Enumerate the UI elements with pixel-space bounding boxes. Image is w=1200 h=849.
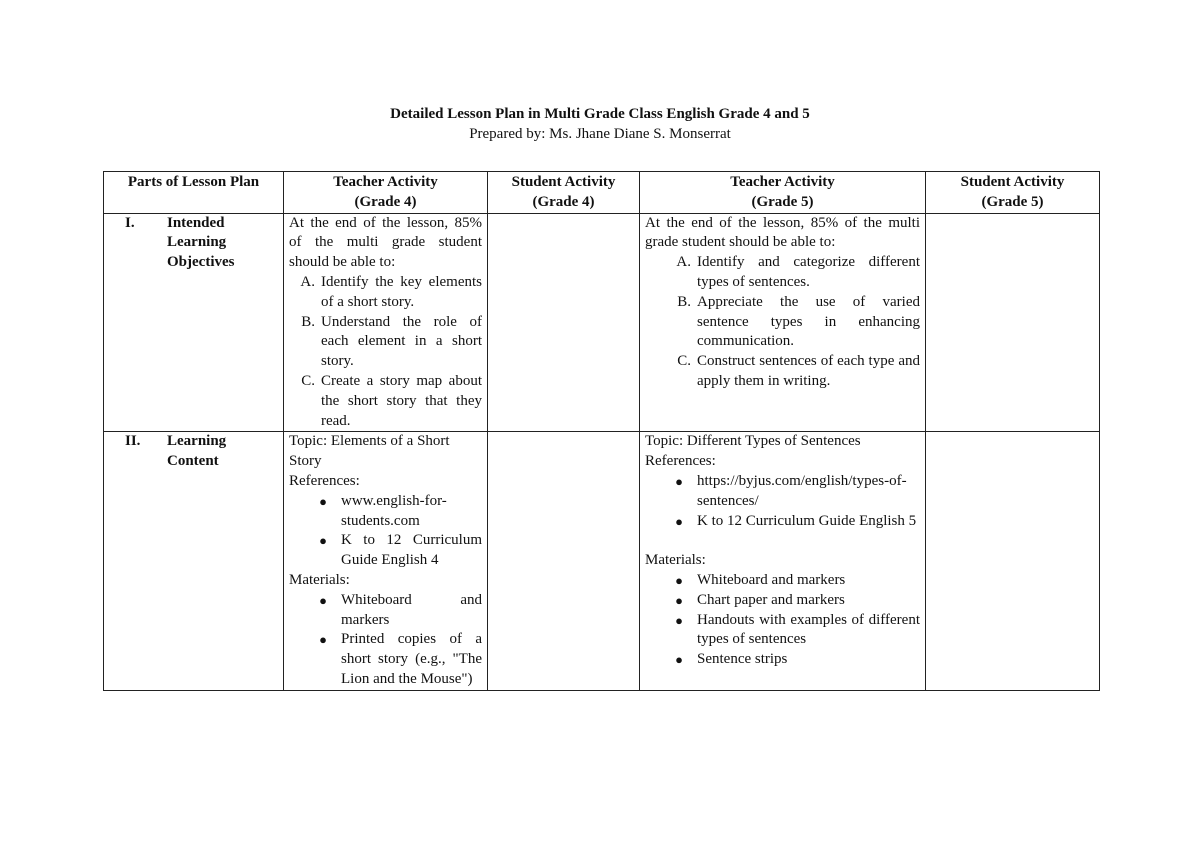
prepared-by: Prepared by: Ms. Jhane Diane S. Monserrat: [469, 126, 731, 142]
list-item: ● K to 12 Curriculum Guide English 5: [675, 512, 917, 529]
list-item: ● Printed copies of a short story (e.g., "The Lion and the Mouse"): [319, 631, 482, 687]
part-cell-objectives: [104, 213, 284, 432]
list-item: C. Construct sentences of each type and apply them in writing.: [677, 353, 920, 389]
header-student-grade5: Student Activity (Grade 5): [926, 172, 1100, 214]
list-item: ● www.english-for-students.com: [319, 492, 447, 529]
references-label: References:: [289, 472, 360, 489]
materials-label: Materials:: [645, 552, 706, 569]
lesson-plan-table: [103, 171, 1100, 691]
student-grade5-objectives: [926, 213, 1100, 432]
header-teacher-grade5: Teacher Activity (Grade 5): [640, 172, 926, 214]
materials-list: [289, 591, 482, 690]
header-teacher-grade4: Teacher Activity (Grade 4): [284, 172, 488, 214]
materials-label: Materials:: [289, 571, 350, 588]
header-student-grade4: Student Activity (Grade 4): [488, 172, 640, 214]
list-item: ● https://byjus.com/english/types-of-sentences/: [675, 472, 907, 509]
part-cell-content: [104, 432, 284, 690]
list-item: ● Sentence strips: [675, 651, 788, 668]
topic: Topic: Different Types of Sentences: [645, 433, 861, 450]
table-row: [104, 432, 1100, 690]
list-item: C. Create a story map about the short story that they read.: [301, 372, 482, 429]
document-title: Detailed Lesson Plan in Multi Grade Class English Grade 4 and 5: [390, 106, 810, 122]
list-item: A. Identify and categorize different types of sentences.: [676, 254, 920, 290]
objectives-intro: At the end of the lesson, 85% of the multi grade student should be able to:: [645, 214, 920, 251]
references-list: [289, 492, 482, 571]
list-item: ● Whiteboard and markers: [675, 571, 846, 588]
list-item: A. Identify the key elements of a short story.: [300, 273, 482, 310]
references-label: References:: [645, 453, 716, 470]
teacher-grade5-objectives: [640, 213, 926, 432]
header-parts: Parts of Lesson Plan: [104, 172, 284, 214]
topic: Topic: Elements of a Short Story: [289, 433, 450, 470]
list-item: ● K to 12 Curriculum Guide English 4: [319, 532, 482, 569]
student-grade4-objectives: [488, 213, 640, 432]
materials-list: [645, 571, 920, 670]
objectives-intro: At the end of the lesson, 85% of the multi grade student should be able to:: [289, 214, 482, 271]
teacher-grade4-content: [284, 432, 488, 690]
part-label: Intended Learning Objectives: [167, 214, 235, 271]
student-grade4-content: [488, 432, 640, 690]
teacher-grade4-objectives: [284, 213, 488, 432]
list-item: ● Chart paper and markers: [675, 591, 845, 608]
student-grade5-content: [926, 432, 1100, 690]
teacher-grade5-content: [640, 432, 926, 690]
part-label: Learning Content: [167, 433, 227, 470]
list-item: B. Appreciate the use of varied sentence types in enhancing communication.: [677, 293, 920, 350]
list-item: B. Understand the role of each element in a short story.: [301, 313, 482, 370]
table-row: [104, 213, 1100, 432]
list-item: ● Handouts with examples of different types of sentences: [675, 611, 920, 648]
list-item: ● Whiteboard and markers: [319, 591, 482, 628]
header-row: [104, 172, 1100, 214]
references-list: [645, 472, 920, 531]
objectives-list: [289, 273, 482, 431]
part-number: I.: [125, 214, 135, 231]
part-number: II.: [125, 433, 141, 450]
objectives-list: [645, 253, 920, 392]
